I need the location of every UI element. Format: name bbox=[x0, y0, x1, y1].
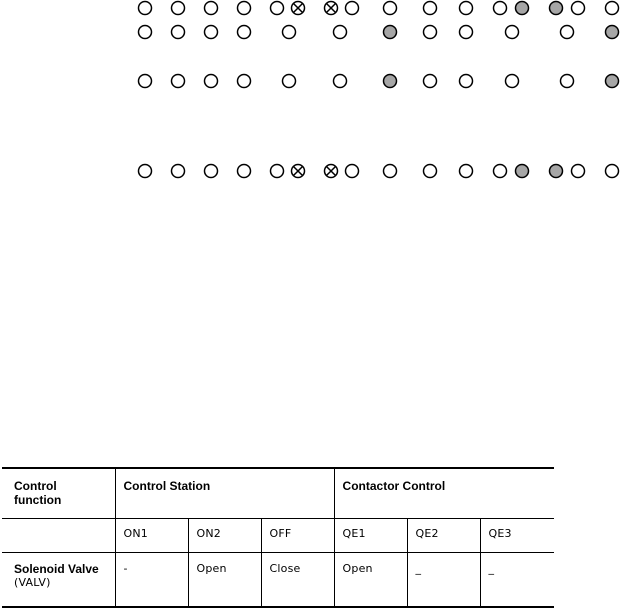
cell-on2: Open bbox=[188, 552, 261, 607]
contactor-control-header: Contactor Control bbox=[334, 468, 554, 518]
terminal-icon bbox=[172, 165, 185, 178]
terminal-icon bbox=[172, 26, 185, 39]
terminal-icon bbox=[271, 2, 284, 15]
filled-terminal-icon bbox=[384, 75, 397, 88]
terminal-icon bbox=[424, 2, 437, 15]
crossed-terminal-icon bbox=[292, 2, 305, 15]
subheader-qe2: QE2 bbox=[407, 518, 480, 552]
terminal-icon bbox=[506, 75, 519, 88]
terminal-icon bbox=[572, 165, 585, 178]
terminal-diagram bbox=[0, 0, 623, 200]
terminal-icon bbox=[139, 2, 152, 15]
filled-terminal-icon bbox=[516, 2, 529, 15]
terminal-icon bbox=[460, 2, 473, 15]
terminal-icon bbox=[606, 165, 619, 178]
control-function-header bbox=[2, 468, 115, 518]
subheader-qe1: QE1 bbox=[334, 518, 407, 552]
terminal-icon bbox=[572, 2, 585, 15]
crossed-terminal-icon bbox=[292, 165, 305, 178]
subheader-on1: ON1 bbox=[115, 518, 188, 552]
terminal-icon bbox=[494, 165, 507, 178]
terminal-icon bbox=[205, 26, 218, 39]
terminal-icon bbox=[460, 165, 473, 178]
terminal-icon bbox=[334, 26, 347, 39]
terminal-icon bbox=[205, 165, 218, 178]
filled-terminal-icon bbox=[606, 26, 619, 39]
filled-terminal-icon bbox=[550, 165, 563, 178]
terminal-icon bbox=[238, 26, 251, 39]
terminal-icon bbox=[172, 75, 185, 88]
terminal-icon bbox=[238, 165, 251, 178]
crossed-terminal-icon bbox=[325, 2, 338, 15]
terminal-icon bbox=[238, 2, 251, 15]
terminal-icon bbox=[205, 2, 218, 15]
cell-qe3: _ bbox=[480, 552, 554, 607]
control-function-table bbox=[2, 467, 554, 608]
control-function-header-line2: function bbox=[14, 493, 62, 507]
terminal-icon bbox=[424, 165, 437, 178]
terminal-icon bbox=[172, 2, 185, 15]
filled-terminal-icon bbox=[516, 165, 529, 178]
terminal-icon bbox=[139, 26, 152, 39]
cell-qe2: _ bbox=[407, 552, 480, 607]
terminal-icon bbox=[460, 75, 473, 88]
control-station-header: Control Station bbox=[115, 468, 334, 518]
terminal-icon bbox=[283, 75, 296, 88]
terminal-icon bbox=[606, 2, 619, 15]
filled-terminal-icon bbox=[550, 2, 563, 15]
terminal-icon bbox=[346, 2, 359, 15]
terminal-icon bbox=[561, 26, 574, 39]
row-label bbox=[2, 552, 115, 607]
table-row bbox=[2, 552, 554, 607]
cell-off: Close bbox=[261, 552, 334, 607]
terminal-icon bbox=[460, 26, 473, 39]
filled-terminal-icon bbox=[384, 26, 397, 39]
empty-cell bbox=[2, 518, 115, 552]
terminal-icon bbox=[384, 2, 397, 15]
terminal-icon bbox=[506, 26, 519, 39]
terminal-icon bbox=[424, 75, 437, 88]
control-function-header-line1: Control bbox=[14, 479, 57, 493]
terminal-icon bbox=[384, 165, 397, 178]
subheader-qe3: QE3 bbox=[480, 518, 554, 552]
terminal-icon bbox=[334, 75, 347, 88]
row-label-main: Solenoid Valve bbox=[14, 561, 99, 576]
table-subheader-row bbox=[2, 518, 554, 552]
terminal-icon bbox=[494, 2, 507, 15]
cell-on1: - bbox=[115, 552, 188, 607]
subheader-off: OFF bbox=[261, 518, 334, 552]
filled-terminal-icon bbox=[606, 75, 619, 88]
subheader-on2: ON2 bbox=[188, 518, 261, 552]
terminal-icon bbox=[205, 75, 218, 88]
row-label-sub: (VALV) bbox=[14, 575, 51, 589]
crossed-terminal-icon bbox=[325, 165, 338, 178]
terminal-icon bbox=[561, 75, 574, 88]
terminal-icon bbox=[283, 26, 296, 39]
terminal-icon bbox=[271, 165, 284, 178]
terminal-icon bbox=[139, 75, 152, 88]
terminal-icon bbox=[424, 26, 437, 39]
terminal-icon bbox=[238, 75, 251, 88]
terminal-icon bbox=[139, 165, 152, 178]
terminal-icon bbox=[346, 165, 359, 178]
table-header-row bbox=[2, 468, 554, 518]
cell-qe1: Open bbox=[334, 552, 407, 607]
